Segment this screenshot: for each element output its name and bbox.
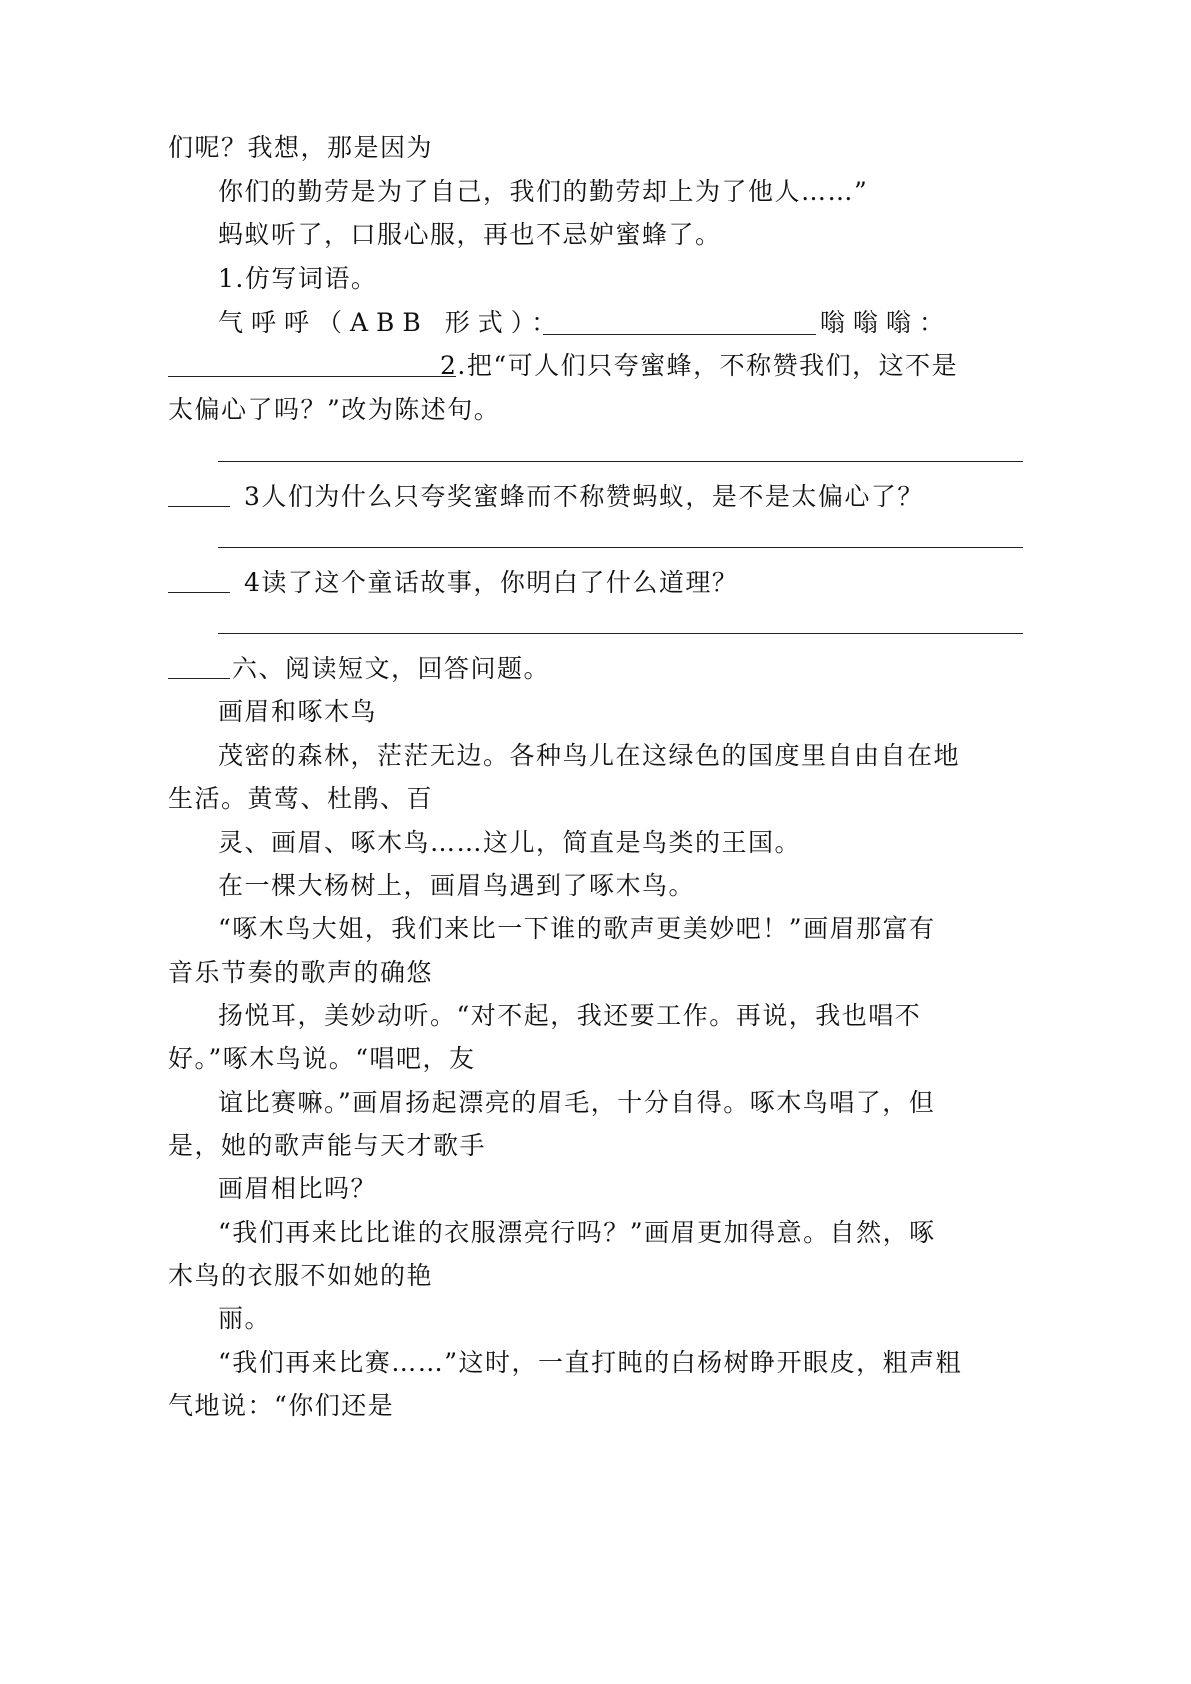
answer-blank[interactable] (168, 506, 230, 507)
answer-blank[interactable] (168, 592, 230, 593)
text-line: 木鸟的衣服不如她的艳 (168, 1261, 434, 1290)
text-line: 是，她的歌声能与天才歌手 (168, 1131, 487, 1160)
text-line: 蚂蚁听了，口服心服，再也不忌妒蜜蜂了。 (218, 220, 722, 249)
text-line: 太偏心了吗？”改为陈述句。 (168, 395, 501, 424)
answer-line[interactable] (218, 547, 1023, 548)
text-line: 音乐节奏的歌声的确悠 (168, 958, 434, 987)
text-line: 画眉相比吗？ (218, 1174, 378, 1203)
text-line: 在一棵大杨树上，画眉鸟遇到了啄木鸟。 (218, 871, 696, 900)
text-line: “啄木鸟大姐，我们来比一下谁的歌声更美妙吧！”画眉那富有 (218, 914, 936, 943)
text-line: 们呢？我想，那是因为 (168, 133, 434, 162)
question-1: 1.仿写词语。 (218, 264, 378, 293)
text-line: 谊比赛嘛。”画眉扬起漂亮的眉毛，十分自得。啄木鸟唱了，但 (218, 1088, 936, 1117)
text-line: 生活。黄莺、杜鹃、百 (168, 784, 434, 813)
answer-line[interactable] (218, 633, 1023, 634)
question-1-prompt-a: 气呼呼（ABB 形式）： (218, 308, 565, 337)
text-line: 灵、画眉、啄木鸟……这儿，简直是鸟类的王国。 (218, 828, 802, 857)
answer-blank[interactable] (543, 334, 816, 335)
question-3: 3人们为什么只夸奖蜜蜂而不称赞蚂蚁，是不是太偏心了？ (244, 482, 924, 511)
question-4: 4读了这个童话故事，你明白了什么道理？ (244, 568, 739, 597)
text-line: 丽。 (218, 1304, 272, 1333)
text-line: 茂密的森林，茫茫无边。各种鸟儿在这绿色的国度里自由自在地 (218, 741, 961, 770)
text-line: “我们再来比比谁的衣服漂亮行吗？”画眉更加得意。自然，啄 (218, 1218, 936, 1247)
section-heading: 六、阅读短文，回答问题。 (232, 654, 551, 683)
story-title: 画眉和啄木鸟 (218, 697, 378, 726)
answer-blank[interactable] (168, 678, 230, 679)
text-line: 扬悦耳，美妙动听。“对不起，我还要工作。再说，我也唱不 (218, 1001, 922, 1030)
text-line: “我们再来比赛……”这时，一直打盹的白杨树睁开眼皮，粗声粗 (218, 1348, 963, 1377)
answer-blank[interactable] (168, 376, 456, 377)
question-2: 2.把“可人们只夸蜜蜂，不称赞我们，这不是 (440, 351, 959, 380)
text-line: 气地说：“你们还是 (168, 1391, 395, 1420)
text-line: 好。”啄木鸟说。“唱吧，友 (168, 1044, 476, 1073)
text-line: 你们的勤劳是为了自己，我们的勤劳却上为了他人……” (218, 177, 869, 206)
answer-line[interactable] (218, 461, 1023, 462)
question-1-prompt-b: 嗡嗡嗡： (820, 308, 953, 337)
